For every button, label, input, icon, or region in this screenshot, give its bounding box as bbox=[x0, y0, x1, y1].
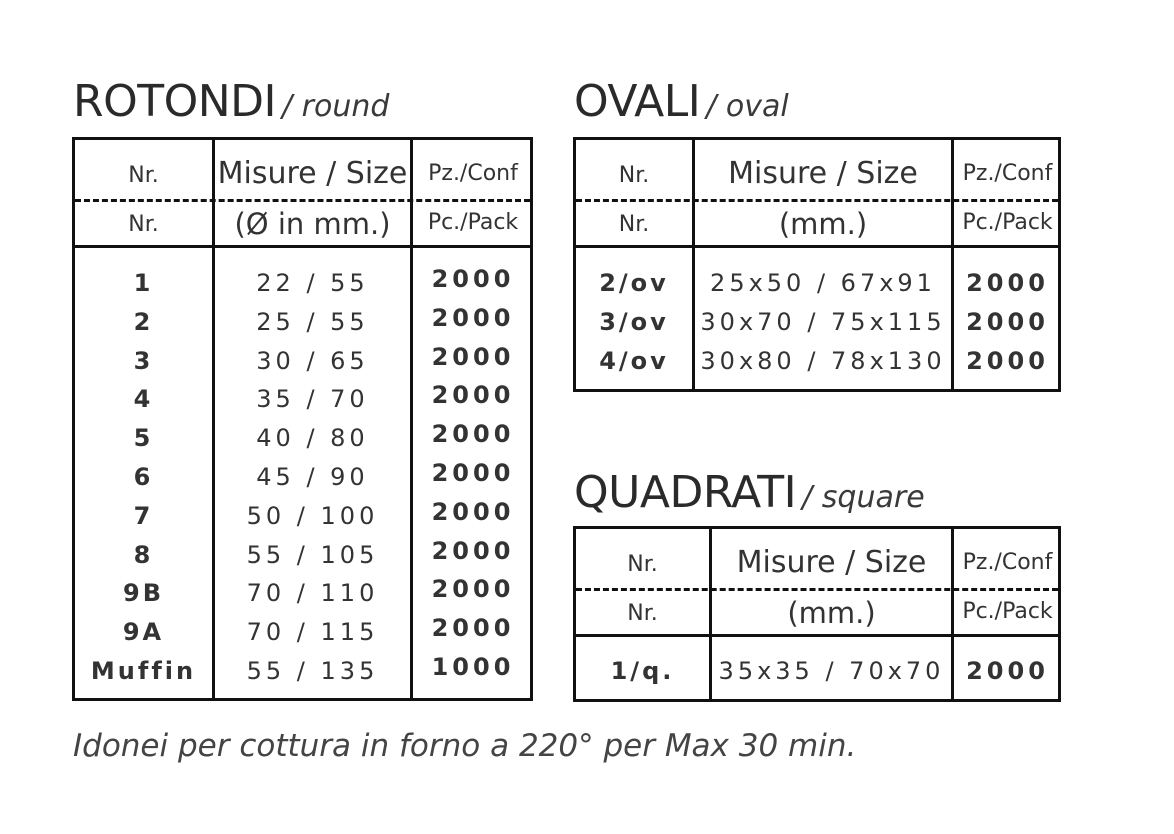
rotondi-row-size: 55 / 105 bbox=[246, 540, 379, 569]
rotondi-row-size: 22 / 55 bbox=[256, 269, 369, 297]
rotondi-row-pack: 2000 bbox=[431, 458, 515, 487]
rotondi-row-size: 30 / 65 bbox=[256, 346, 369, 375]
ovali-row-size: 30x70 / 75x115 bbox=[700, 307, 946, 336]
rotondi-col-nr bbox=[75, 264, 212, 691]
rotondi-row-nr: 9B bbox=[123, 579, 164, 608]
rotondi-row-nr: 3 bbox=[133, 346, 154, 375]
rotondi-col-pack bbox=[413, 260, 533, 687]
ovali-row-size: 25x50 / 67x91 bbox=[710, 269, 936, 297]
rotondi-row-nr: 9A bbox=[122, 618, 165, 647]
rotondi-row-pack: 2000 bbox=[431, 497, 515, 526]
rotondi-row-size: 50 / 100 bbox=[246, 501, 379, 530]
ovali-title-main: OVALI bbox=[574, 76, 701, 127]
ovali-title-sub: / oval bbox=[706, 89, 789, 124]
ovali-col-size bbox=[695, 264, 951, 380]
rotondi-row-nr: Muffin bbox=[90, 656, 197, 685]
ovali-header-pack: Pz./Conf bbox=[962, 160, 1053, 186]
ovali-table bbox=[573, 137, 1061, 392]
quadrati-header-nr-en: Nr. bbox=[627, 600, 658, 626]
ovali-row-pack: 2000 bbox=[966, 307, 1049, 336]
rotondi-row-size: 70 / 115 bbox=[246, 618, 379, 647]
rotondi-row-size: 55 / 135 bbox=[246, 656, 379, 685]
quadrati-header-pack-en: Pc./Pack bbox=[962, 598, 1053, 624]
rotondi-col-size bbox=[215, 264, 410, 691]
rotondi-row-nr: 1 bbox=[133, 269, 154, 297]
ovali-header-nr: Nr. bbox=[618, 162, 650, 188]
quadrati-row-size: 35x35 / 70x70 bbox=[718, 657, 945, 685]
ovali-header-unit: (mm.) bbox=[778, 207, 868, 241]
quadrati-col-nr bbox=[576, 652, 709, 691]
ovali-col-pack bbox=[954, 264, 1061, 380]
rotondi-row-nr: 4 bbox=[133, 385, 154, 414]
quadrati-header-size: Misure / Size bbox=[736, 544, 927, 580]
rotondi-title-main: ROTONDI bbox=[73, 76, 276, 127]
quadrati-col-size bbox=[712, 652, 951, 691]
ovali-header-size: Misure / Size bbox=[728, 155, 918, 191]
rotondi-row-nr: 8 bbox=[133, 540, 154, 569]
rotondi-header-size: Misure / Size bbox=[217, 155, 408, 191]
rotondi-row-pack: 2000 bbox=[431, 614, 515, 643]
quadrati-title bbox=[574, 467, 925, 518]
rotondi-row-pack: 2000 bbox=[431, 342, 515, 371]
rotondi-header-unit: (Ø in mm.) bbox=[234, 207, 391, 241]
rotondi-row-size: 35 / 70 bbox=[256, 385, 369, 414]
quadrati-header-nr: Nr. bbox=[627, 551, 658, 577]
ovali-row-size: 30x80 / 78x130 bbox=[700, 346, 946, 375]
quadrati-table bbox=[573, 526, 1061, 702]
ovali-row-pack: 2000 bbox=[966, 346, 1049, 375]
rotondi-row-pack: 2000 bbox=[431, 265, 515, 293]
ovali-row-nr: 4/ov bbox=[599, 346, 669, 375]
ovali-row-nr: 2/ov bbox=[599, 269, 669, 297]
rotondi-row-pack: 2000 bbox=[431, 536, 515, 565]
rotondi-row-size: 70 / 110 bbox=[246, 579, 379, 608]
rotondi-row-size: 25 / 55 bbox=[256, 307, 369, 336]
rotondi-row-pack: 2000 bbox=[431, 381, 515, 410]
rotondi-row-size: 40 / 80 bbox=[256, 424, 369, 453]
rotondi-header-nr: Nr. bbox=[128, 162, 159, 188]
rotondi-row-nr: 5 bbox=[133, 424, 154, 453]
rotondi-row-nr: 7 bbox=[133, 501, 154, 530]
quadrati-header-unit: (mm.) bbox=[787, 596, 876, 630]
rotondi-title-sub: / round bbox=[282, 89, 390, 124]
rotondi-row-pack: 2000 bbox=[431, 303, 515, 332]
quadrati-col-pack bbox=[954, 652, 1061, 691]
rotondi-title bbox=[73, 76, 389, 127]
quadrati-row-nr: 1/q. bbox=[610, 657, 675, 685]
quadrati-title-sub: / square bbox=[802, 480, 925, 515]
quadrati-row-pack: 2000 bbox=[966, 657, 1049, 685]
ovali-col-nr bbox=[576, 264, 692, 380]
quadrati-title-main: QUADRATI bbox=[574, 467, 797, 518]
ovali-row-nr: 3/ov bbox=[599, 307, 669, 336]
rotondi-row-pack: 2000 bbox=[431, 420, 515, 449]
rotondi-header-pack: Pz./Conf bbox=[428, 160, 518, 186]
ovali-header-pack-en: Pc./Pack bbox=[962, 209, 1053, 235]
rotondi-table bbox=[72, 137, 533, 701]
ovali-title bbox=[574, 76, 789, 127]
rotondi-header-nr-en: Nr. bbox=[128, 211, 159, 237]
rotondi-row-pack: 2000 bbox=[431, 575, 515, 604]
rotondi-header-pack-en: Pc./Pack bbox=[427, 209, 519, 235]
rotondi-row-nr: 2 bbox=[133, 307, 154, 336]
ovali-row-pack: 2000 bbox=[966, 269, 1049, 297]
rotondi-row-pack: 1000 bbox=[431, 652, 515, 681]
baking-note: Idonei per cottura in forno a 220° per Max 30 min. bbox=[73, 728, 857, 764]
rotondi-row-nr: 6 bbox=[133, 462, 154, 491]
ovali-header-nr-en: Nr. bbox=[618, 211, 650, 237]
rotondi-row-size: 45 / 90 bbox=[256, 462, 369, 491]
quadrati-header-pack: Pz./Conf bbox=[962, 549, 1053, 575]
